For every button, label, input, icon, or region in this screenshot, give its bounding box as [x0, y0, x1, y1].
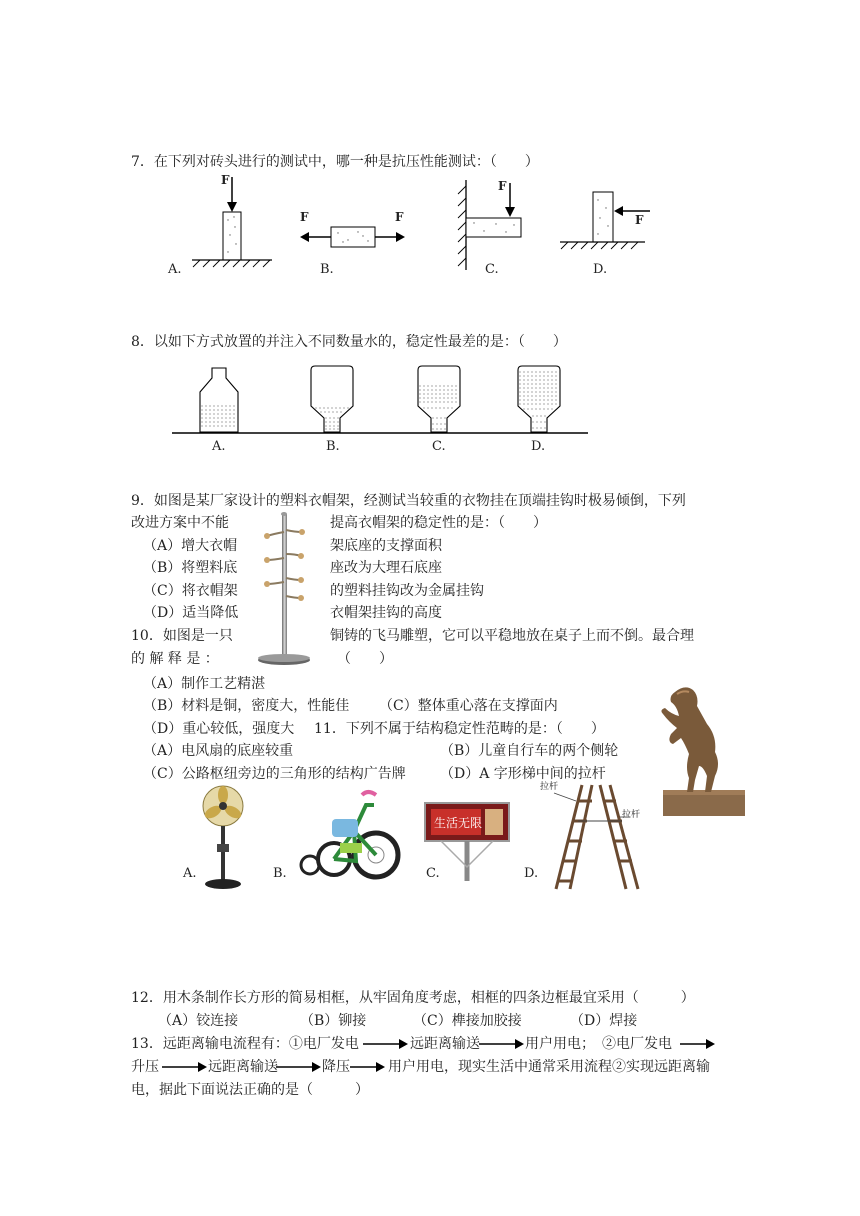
q9-option-a-right: 架底座的支撑面积	[330, 538, 442, 554]
q12-stem: 12．用木条制作长方形的简易相框，从牢固角度考虑，相框的四条边框最宜采用（ ）	[131, 990, 695, 1006]
coat-rack-image	[255, 510, 315, 670]
bottle-d	[518, 366, 560, 432]
q7-option-b: B.	[320, 262, 334, 277]
arrow-icon	[479, 1035, 525, 1051]
billboard-text: 生活无限	[434, 816, 483, 830]
q7-figure-a	[190, 172, 280, 267]
bicycle-image	[296, 783, 406, 885]
q11-option-c-label: C.	[426, 866, 440, 881]
force-label: F	[635, 213, 644, 227]
a-ladder-image	[540, 781, 680, 893]
q11-option-a: （A）电风扇的底座较重	[143, 743, 294, 759]
q10-option-c: （C）整体重心落在支撑面内	[379, 698, 558, 714]
arrow-icon	[276, 1058, 322, 1074]
force-label: F	[498, 179, 507, 193]
q8-option-b: B.	[326, 439, 340, 454]
q10-option-d: （D）重心较低，强度大	[143, 721, 295, 737]
q9-option-c-right: 的塑料挂钩改为金属挂钩	[330, 583, 484, 599]
q11-option-b: （B）儿童自行车的两个侧轮	[440, 743, 619, 759]
q7-option-a: A.	[168, 262, 182, 277]
q13-line3: 电，据此下面说法正确的是（ ）	[131, 1082, 369, 1098]
q9-option-b-right: 座改为大理石底座	[330, 560, 442, 576]
q10-option-b: （B）材料是铜，密度大，性能佳	[143, 698, 350, 714]
electric-fan-image	[195, 784, 255, 894]
q13-line1-part3: 用户用电； ②电厂发电	[525, 1036, 672, 1052]
force-label: F	[300, 210, 309, 224]
q9-option-c-left: （C）将衣帽架	[143, 583, 238, 599]
q9-option-b-left: （B）将塑料底	[143, 560, 238, 576]
q7-figure-d	[560, 186, 660, 266]
q8-option-d: D.	[531, 439, 546, 454]
q13-line2-part3: 降压	[322, 1059, 350, 1075]
force-label: F	[395, 210, 404, 224]
q8-option-c: C.	[432, 439, 446, 454]
q13-line1-part2: 远距离输送	[410, 1036, 480, 1052]
q8-figure	[170, 362, 590, 437]
q7-stem: 7．在下列对砖头进行的测试中，哪一种是抗压性能测试：（ ）	[131, 154, 539, 170]
ladder-label-right: 拉杆	[622, 810, 641, 820]
q10-option-a: （A）制作工艺精湛	[143, 676, 266, 692]
q11-option-b-label: B.	[273, 866, 287, 881]
arrow-icon	[162, 1058, 208, 1074]
bottle-b	[311, 366, 353, 432]
q11-option-d-label: D.	[524, 866, 539, 881]
q9-option-a-left: （A）增大衣帽	[143, 538, 238, 554]
q11-option-a-label: A.	[183, 866, 197, 881]
q12-option-d: （D）焊接	[570, 1013, 638, 1029]
q11-stem: 11．下列不属于结构稳定性范畴的是：（ ）	[314, 721, 605, 737]
q12-option-a: （A）铰连接	[158, 1013, 239, 1029]
q10-stem-line2a: 的 解 释 是 ：	[131, 651, 219, 667]
q7-option-d: D.	[593, 262, 608, 277]
q13-line2-part1: 升压	[131, 1059, 159, 1075]
q8-stem: 8．以如下方式放置的并注入不同数量水的，稳定性最差的是：（ ）	[131, 334, 567, 350]
q7-option-c: C.	[485, 262, 499, 277]
ladder-label-left: 拉杆	[540, 782, 559, 792]
q10-stem-line1b: 铜铸的飞马雕塑，它可以平稳地放在桌子上而不倒。最合理	[330, 628, 694, 644]
q10-stem-line2b: （ ）	[337, 651, 393, 667]
q11-option-d: （D）A 字形梯中间的拉杆	[440, 766, 606, 782]
bottle-c	[418, 366, 460, 432]
q7-figure-c	[454, 178, 529, 273]
q13-line2-part2: 远距离输送	[208, 1059, 278, 1075]
arrow-icon	[680, 1035, 716, 1051]
arrow-icon	[350, 1058, 386, 1074]
q13-line2-part4: 用户用电，现实生活中通常采用流程②实现远距离输	[388, 1059, 710, 1075]
q12-option-b: （B）铆接	[300, 1013, 367, 1029]
arrow-icon	[363, 1035, 409, 1051]
q10-stem-line1a: 10．如图是一只	[131, 628, 233, 644]
q12-option-c: （C）榫接加胶接	[413, 1013, 522, 1029]
q7-figure-b	[298, 222, 408, 252]
q9-stem-line2b: 提高衣帽架的稳定性的是：（ ）	[330, 515, 547, 531]
q9-stem-line1: 9．如图是某厂家设计的塑料衣帽架，经测试当较重的衣物挂在顶端挂钩时极易倾倒，下列	[131, 493, 686, 509]
bottle-a	[200, 368, 238, 432]
force-label: F	[221, 173, 230, 187]
q9-option-d-right: 衣帽架挂钩的高度	[330, 605, 442, 621]
q9-option-d-left: （D）适当降低	[143, 605, 239, 621]
q13-line1-part1: 13．远距离输电流程有：①电厂发电	[131, 1036, 359, 1052]
q8-option-a: A.	[212, 439, 226, 454]
q9-stem-line2a: 改进方案中不能	[131, 515, 229, 531]
q11-option-c: （C）公路枢纽旁边的三角形的结构广告牌	[143, 766, 406, 782]
